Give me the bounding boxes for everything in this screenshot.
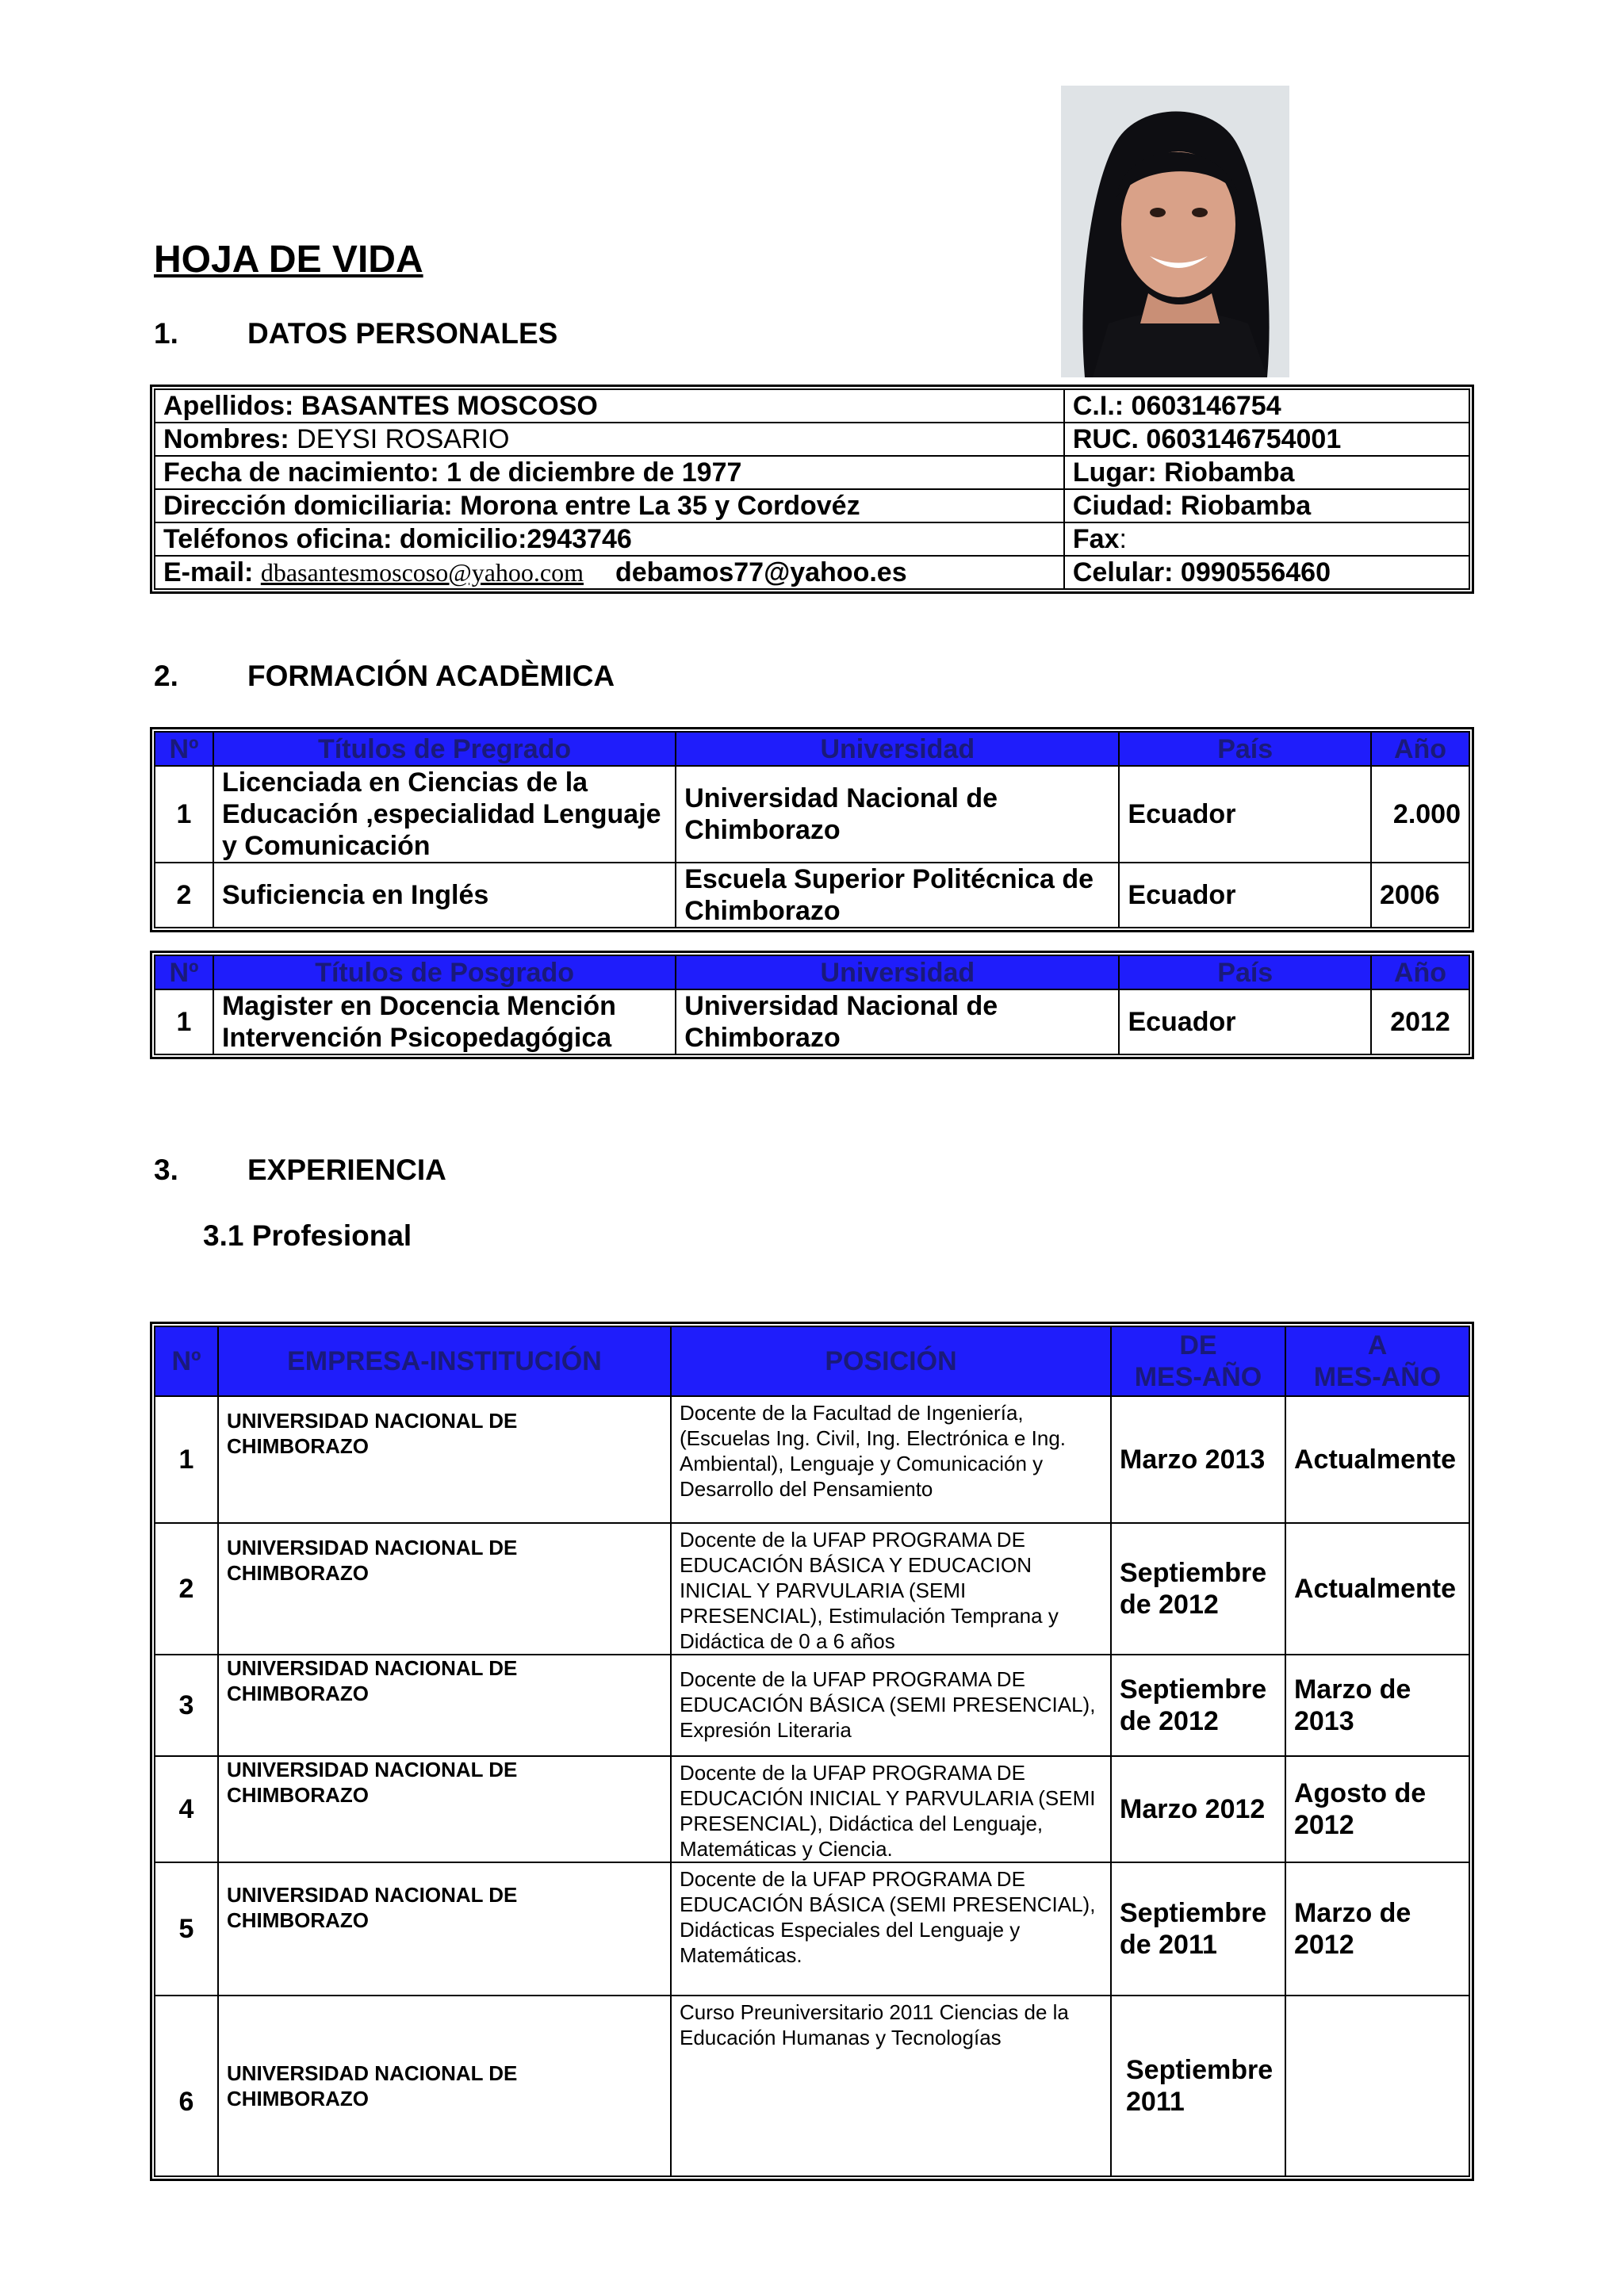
exp-header-posicion: POSICIÓN (671, 1326, 1111, 1396)
ciudad: Ciudad: Riobamba (1064, 489, 1469, 522)
apellidos: Apellidos: BASANTES MOSCOSO (155, 389, 1064, 423)
lugar: Lugar: Riobamba (1064, 456, 1469, 489)
email-2[interactable]: debamos77@yahoo.es (615, 557, 907, 587)
ruc: RUC. 0603146754001 (1064, 423, 1469, 456)
pregrado-header-titulo: Títulos de Pregrado (213, 732, 676, 766)
exp-header-empresa: EMPRESA-INSTITUCIÓN (218, 1326, 671, 1396)
pregrado-header-universidad: Universidad (676, 732, 1119, 766)
table-row: 2 UNIVERSIDAD NACIONAL DE CHIMBORAZO Docente de la UFAP PROGRAMA DE EDUCACIÓN BÁSICA Y EDUCACION INICIAL Y PARVULARIA (SEMI PRESENCIAL), Estimulación Temprana y Didáctica de 0 a 6 años Septiembre de 2012 Actualmente (155, 1523, 1469, 1655)
posgrado-header-pais: País (1119, 955, 1371, 989)
table-row: 5 UNIVERSIDAD NACIONAL DE CHIMBORAZO Docente de la UFAP PROGRAMA DE EDUCACIÓN BÁSICA (SEMI PRESENCIAL), Didácticas Especiales del Lenguaje y Matemáticas. Septiembre de 2011 Marzo de 2012 (155, 1862, 1469, 1996)
pregrado-header-pais: País (1119, 732, 1371, 766)
section-personal-heading: 1. DATOS PERSONALES (154, 317, 558, 350)
direccion: Dirección domiciliaria: Morona entre La 35 y Cordovéz (155, 489, 1064, 522)
ci: C.I.: 0603146754 (1064, 389, 1469, 423)
fecha-nacimiento: Fecha de nacimiento: 1 de diciembre de 1977 (155, 456, 1064, 489)
telefonos: Teléfonos oficina: domicilio:2943746 (155, 522, 1064, 556)
pregrado-table (154, 731, 1470, 928)
table-row: 4 UNIVERSIDAD NACIONAL DE CHIMBORAZO Docente de la UFAP PROGRAMA DE EDUCACIÓN INICIAL Y PARVULARIA (SEMI PRESENCIAL), Didáctica del Lenguaje, Matemáticas y Ciencia. Marzo 2012 Agosto de 2012 (155, 1756, 1469, 1862)
section-professional-heading: 3.1 Profesional (203, 1219, 412, 1252)
posgrado-header-anio: Año (1371, 955, 1469, 989)
posgrado-header-titulo: Títulos de Posgrado (213, 955, 676, 989)
celular: Celular: 0990556460 (1064, 556, 1469, 589)
pregrado-header-n: Nº (155, 732, 213, 766)
posgrado-header-n: Nº (155, 955, 213, 989)
exp-header-a: A MES-AÑO (1285, 1326, 1469, 1396)
table-row: 2 Suficiencia en Inglés Escuela Superior Politécnica de Chimborazo Ecuador 2006 (155, 863, 1469, 928)
fax: Fax: (1064, 522, 1469, 556)
page-title: HOJA DE VIDA (154, 239, 423, 281)
table-row: 1 Licenciada en Ciencias de la Educación ,especialidad Lenguaje y Comunicación Universidad Nacional de Chimborazo Ecuador 2.000 (155, 766, 1469, 863)
table-row: 1 Magister en Docencia Mención Intervención Psicopedagógica Universidad Nacional de Chimborazo Ecuador 2012 (155, 989, 1469, 1054)
email-link-1[interactable]: dbasantesmoscoso@yahoo.com (260, 558, 584, 587)
section-academic-heading: 2. FORMACIÓN ACADÈMICA (154, 660, 615, 692)
pregrado-header-anio: Año (1371, 732, 1469, 766)
posgrado-header-universidad: Universidad (676, 955, 1119, 989)
email: E-mail: dbasantesmoscoso@yahoo.com debamos77@yahoo.es (155, 556, 1064, 589)
personal-data-table (154, 388, 1470, 590)
table-row: 6 UNIVERSIDAD NACIONAL DE CHIMBORAZO Curso Preuniversitario 2011 Ciencias de la Educación Humanas y Tecnologías Septiembre 2011 (155, 1996, 1469, 2176)
exp-header-de: DE MES-AÑO (1111, 1326, 1285, 1396)
nombres: Nombres: DEYSI ROSARIO (155, 423, 1064, 456)
experience-table (154, 1326, 1470, 2177)
profile-photo (1061, 86, 1289, 377)
exp-header-n: Nº (155, 1326, 218, 1396)
posgrado-table (154, 955, 1470, 1055)
table-row: 1 UNIVERSIDAD NACIONAL DE CHIMBORAZO Docente de la Facultad de Ingeniería,(Escuelas Ing. Civil, Ing. Electrónica e Ing. Ambiental), Lenguaje y Comunicación y Desarrollo del Pensamiento Marzo 2013 Actualmente (155, 1396, 1469, 1523)
table-row: 3 UNIVERSIDAD NACIONAL DE CHIMBORAZO Docente de la UFAP PROGRAMA DE EDUCACIÓN BÁSICA (SEMI PRESENCIAL), Expresión Literaria Septiembre de 2012 Marzo de 2013 (155, 1655, 1469, 1756)
section-experience-heading: 3. EXPERIENCIA (154, 1154, 446, 1186)
